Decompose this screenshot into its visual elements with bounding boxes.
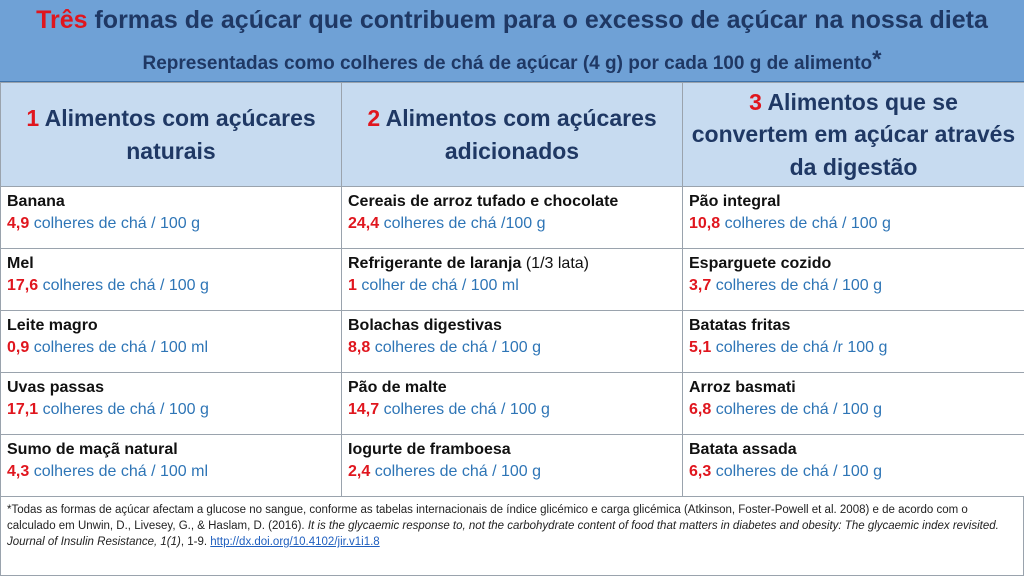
food-name: Uvas passas xyxy=(7,379,104,396)
table-row xyxy=(1,373,1024,435)
sugar-amount xyxy=(689,215,1018,233)
subtitle-asterisk: * xyxy=(872,46,882,73)
sugar-value: 4,9 xyxy=(7,215,30,232)
footnote-citation: It is the glycaemic response to, not the carbohydrate content of food that matters in diabetes and obesity: The glycaemic index revisited. Journal of Insulin Resistance, 1(1) xyxy=(7,520,999,548)
sugar-unit: colheres de chá / 100 g xyxy=(711,277,883,294)
sugar-amount xyxy=(348,339,676,357)
title-highlight: Três xyxy=(36,6,88,34)
table-body xyxy=(1,187,1024,497)
food-cell xyxy=(1,311,342,373)
food-name: Iogurte de framboesa xyxy=(348,441,511,458)
food-name-line xyxy=(348,193,676,211)
sugar-value: 1 xyxy=(348,277,357,294)
sugar-unit: colheres de chá / 100 ml xyxy=(29,463,209,480)
food-name: Pão integral xyxy=(689,193,781,210)
sugar-amount xyxy=(7,215,335,233)
food-cell xyxy=(342,435,683,497)
food-cell xyxy=(342,311,683,373)
sugar-value: 3,7 xyxy=(689,277,712,294)
food-cell xyxy=(1,249,342,311)
sugar-value: 8,8 xyxy=(348,339,371,356)
sugar-unit: colheres de chá /r 100 g xyxy=(711,339,888,356)
food-note: (1/3 lata) xyxy=(521,255,589,272)
column-header-added xyxy=(342,83,683,187)
sugar-amount xyxy=(348,401,676,419)
food-cell xyxy=(683,373,1024,435)
food-name-line xyxy=(348,317,676,335)
food-cell xyxy=(1,435,342,497)
sugar-amount xyxy=(7,339,335,357)
sugar-value: 4,3 xyxy=(7,463,30,480)
food-name-line xyxy=(7,441,335,459)
food-name-line xyxy=(689,193,1018,211)
sugar-value: 17,6 xyxy=(7,277,39,294)
food-name: Refrigerante de laranja xyxy=(348,255,522,272)
food-cell xyxy=(1,187,342,249)
table-row xyxy=(1,249,1024,311)
food-name-line xyxy=(348,379,676,397)
header-row xyxy=(1,83,1024,187)
column-header-natural xyxy=(1,83,342,187)
sugar-amount xyxy=(689,463,1018,481)
food-cell xyxy=(683,249,1024,311)
sugar-unit: colheres de chá / 100 g xyxy=(29,215,201,232)
food-name-line xyxy=(7,193,335,211)
column-number: 1 xyxy=(26,105,40,132)
footnote-pages: , 1-9. xyxy=(180,536,211,548)
food-name-line xyxy=(689,379,1018,397)
food-cell xyxy=(342,373,683,435)
food-name-line xyxy=(7,255,335,273)
sugar-amount xyxy=(689,277,1018,295)
food-name: Arroz basmati xyxy=(689,379,796,396)
sugar-unit: colheres de chá /100 g xyxy=(379,215,546,232)
title-band xyxy=(0,0,1024,82)
sugar-unit: colheres de chá / 100 g xyxy=(38,401,209,418)
doi-link[interactable]: http://dx.doi.org/10.4102/jir.v1i1.8 xyxy=(210,536,380,548)
food-name: Leite magro xyxy=(7,317,98,334)
food-name: Mel xyxy=(7,255,34,272)
food-name: Sumo de maçã natural xyxy=(7,441,178,458)
table-row xyxy=(1,187,1024,249)
food-name-line xyxy=(348,441,676,459)
food-name: Batatas fritas xyxy=(689,317,791,334)
sugar-amount xyxy=(7,463,335,481)
food-name-line xyxy=(689,317,1018,335)
sugar-unit: colheres de chá / 100 g xyxy=(711,463,883,480)
column-number: 2 xyxy=(367,105,381,132)
food-cell xyxy=(683,435,1024,497)
sugar-value: 10,8 xyxy=(689,215,721,232)
footnote xyxy=(0,497,1024,576)
column-number: 3 xyxy=(749,89,762,116)
column-label: Alimentos que se convertem em açúcar através da digestão xyxy=(691,89,1016,180)
sugar-value: 6,3 xyxy=(689,463,712,480)
food-cell xyxy=(1,373,342,435)
sugar-unit: colheres de chá / 100 g xyxy=(720,215,891,232)
sugar-amount xyxy=(348,215,676,233)
food-name: Banana xyxy=(7,193,65,210)
sugar-amount xyxy=(7,401,335,419)
sugar-amount xyxy=(7,277,335,295)
sugar-value: 17,1 xyxy=(7,401,39,418)
food-cell xyxy=(342,249,683,311)
food-cell xyxy=(342,187,683,249)
food-name-line xyxy=(7,317,335,335)
food-name: Esparguete cozido xyxy=(689,255,832,272)
sugar-value: 0,9 xyxy=(7,339,30,356)
sugar-amount xyxy=(348,277,676,295)
column-label: Alimentos com açúcares adicionados xyxy=(380,105,657,164)
sugar-amount xyxy=(689,401,1018,419)
food-name-line xyxy=(7,379,335,397)
sugar-unit: colher de chá / 100 ml xyxy=(356,277,519,294)
page-title xyxy=(0,6,1024,35)
food-name: Bolachas digestivas xyxy=(348,317,502,334)
sugar-value: 14,7 xyxy=(348,401,380,418)
food-name-line xyxy=(348,255,676,273)
sugar-unit: colheres de chá / 100 g xyxy=(370,463,542,480)
sugar-amount xyxy=(348,463,676,481)
sugar-unit: colheres de chá / 100 ml xyxy=(29,339,209,356)
food-name-line xyxy=(689,255,1018,273)
subtitle-text: Representadas como colheres de chá de açúcar (4 g) por cada 100 g de alimento xyxy=(142,53,873,74)
sugar-value: 6,8 xyxy=(689,401,712,418)
title-rest: formas de açúcar que contribuem para o excesso de açúcar na nossa dieta xyxy=(87,6,988,34)
food-name: Cereais de arroz tufado e chocolate xyxy=(348,193,619,210)
column-header-digestion xyxy=(683,83,1024,187)
sugar-unit: colheres de chá / 100 g xyxy=(711,401,883,418)
footnote-text: *Todas as formas de açúcar afectam a glucose no sangue, conforme as tabelas internacionais de índice glicémico e carga glicémica (Atkinson, Foster-Powell et al. 2008) e de acordo com o calculado em Unwin, D., Livesey, G., & Haslam, D. (2016). xyxy=(7,504,968,532)
sugar-value: 2,4 xyxy=(348,463,371,480)
food-cell xyxy=(683,187,1024,249)
food-name-line xyxy=(689,441,1018,459)
page-subtitle xyxy=(0,46,1024,75)
food-name: Pão de malte xyxy=(348,379,447,396)
sugar-value: 5,1 xyxy=(689,339,712,356)
food-cell xyxy=(683,311,1024,373)
sugar-unit: colheres de chá / 100 g xyxy=(379,401,550,418)
table-row xyxy=(1,435,1024,497)
column-label: Alimentos com açúcares naturais xyxy=(39,105,316,164)
food-name: Batata assada xyxy=(689,441,797,458)
sugar-table xyxy=(0,82,1024,497)
sugar-unit: colheres de chá / 100 g xyxy=(38,277,209,294)
sugar-value: 24,4 xyxy=(348,215,380,232)
sugar-unit: colheres de chá / 100 g xyxy=(370,339,542,356)
table-row xyxy=(1,311,1024,373)
sugar-amount xyxy=(689,339,1018,357)
